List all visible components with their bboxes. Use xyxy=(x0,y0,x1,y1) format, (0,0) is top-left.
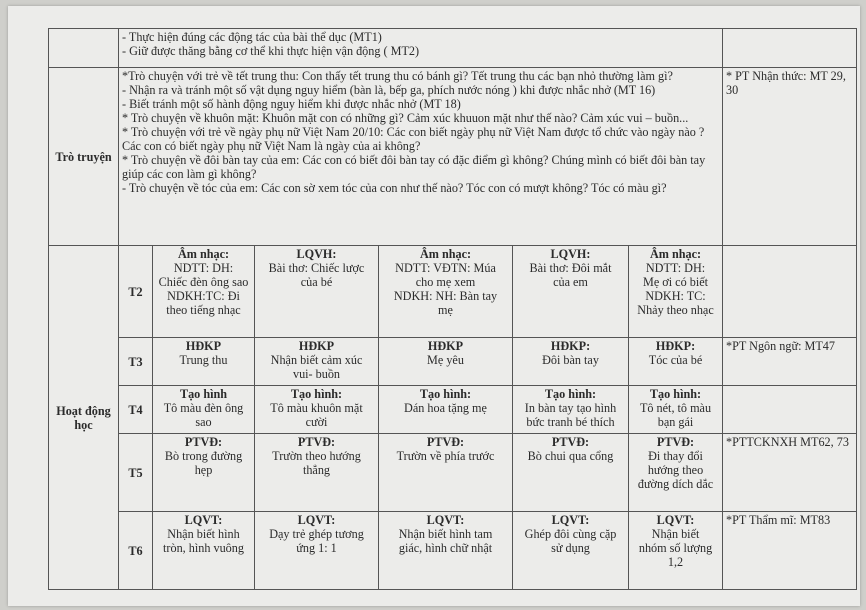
session-line: Mẹ ơi có biết xyxy=(643,275,708,289)
session-cell xyxy=(255,246,379,338)
session-line: nhóm số lượng xyxy=(638,541,713,555)
day-note xyxy=(723,386,857,434)
session-line: NDKH:TC: Đi xyxy=(167,289,240,303)
session-cell xyxy=(153,246,255,338)
session-cell xyxy=(379,386,513,434)
session-line: bức tranh bé thích xyxy=(526,415,615,429)
session-line: Đi thay đổi xyxy=(648,449,703,463)
session-cell xyxy=(629,512,723,590)
session-line: cười xyxy=(305,415,328,429)
session-title: LQVH: xyxy=(296,247,337,261)
session-line: sao xyxy=(195,415,212,429)
day-row-t6 xyxy=(49,512,857,590)
lesson-plan-table xyxy=(48,28,857,590)
session-title: Tạo hình xyxy=(179,387,228,401)
session-line: Bò trong đường xyxy=(164,449,243,463)
session-title: HĐKP xyxy=(298,339,335,353)
session-cell xyxy=(379,512,513,590)
session-title: Tạo hình: xyxy=(544,387,597,401)
session-title: Tạo hình: xyxy=(649,387,702,401)
day-label: T3 xyxy=(119,338,153,386)
day-row-t2 xyxy=(49,246,857,338)
session-line: Nhận biết hình xyxy=(167,527,240,541)
session-cell xyxy=(153,434,255,512)
session-line: thẳng xyxy=(302,463,331,477)
session-title: Âm nhạc: xyxy=(177,247,230,261)
session-title: PTVĐ: xyxy=(551,435,590,449)
text-paragraph: * Trò chuyện về khuôn mặt: Khuôn mặt con có những gì? Cảm xúc khuuon mặt như thế nào? Cảm xúc vui – buồn... xyxy=(122,111,689,125)
session-title: LQVT: xyxy=(656,513,695,527)
session-line: sử dụng xyxy=(551,541,590,555)
session-line: Nhận biết hình tam xyxy=(398,527,493,541)
session-line: mẹ xyxy=(438,303,453,317)
day-label: T5 xyxy=(119,434,153,512)
session-title: Âm nhạc: xyxy=(649,247,702,261)
session-line: Bò chui qua cổng xyxy=(527,449,614,463)
session-line: Mẹ yêu xyxy=(427,353,464,367)
day-row-t5 xyxy=(49,434,857,512)
day-label: T6 xyxy=(119,512,153,590)
session-line: Nhận biết cảm xúc xyxy=(270,353,363,367)
session-title: PTVĐ: xyxy=(297,435,336,449)
session-line: NDTT: VĐTN: Múa xyxy=(395,261,496,275)
session-title: HĐKP: xyxy=(655,339,696,353)
session-line: bạn gái xyxy=(657,415,694,429)
text-paragraph: - Nhận ra và tránh một số vật dụng nguy hiểm (bàn là, bếp ga, phích nước nóng ) khi được nhắc nhở (MT 16) xyxy=(122,83,656,97)
session-line: Đôi bàn tay xyxy=(542,353,599,367)
session-line: NDKH: NH: Bàn tay xyxy=(393,289,498,303)
top-row-content xyxy=(119,29,723,68)
top-row xyxy=(49,29,857,68)
day-row-t3 xyxy=(49,338,857,386)
session-cell xyxy=(255,386,379,434)
day-row-t4 xyxy=(49,386,857,434)
session-cell xyxy=(379,246,513,338)
session-cell xyxy=(379,338,513,386)
session-title: HĐKP xyxy=(427,339,464,353)
session-cell xyxy=(513,512,629,590)
session-title: PTVĐ: xyxy=(184,435,223,449)
document-page xyxy=(8,6,860,606)
session-line: Dạy trẻ ghép tương xyxy=(269,527,364,541)
session-cell xyxy=(513,246,629,338)
session-line: Bài thơ: Chiếc lược xyxy=(268,261,365,275)
row-label-tro-chuyen: Trò truyện xyxy=(49,68,119,246)
row-label-hoat-dong-hoc: Hoạt động học xyxy=(49,246,119,590)
session-cell xyxy=(153,338,255,386)
session-line: Dán hoa tặng mẹ xyxy=(404,401,487,415)
session-line: ứng 1: 1 xyxy=(296,541,337,555)
top-row-label xyxy=(49,29,119,68)
text-line: - Thực hiện đúng các động tác của bài thể dục (MT1) xyxy=(122,30,382,44)
session-cell xyxy=(153,386,255,434)
session-cell xyxy=(513,434,629,512)
session-cell xyxy=(629,246,723,338)
session-title: Tạo hình: xyxy=(419,387,472,401)
session-line: Tóc của bé xyxy=(648,353,703,367)
day-label: T2 xyxy=(119,246,153,338)
session-cell xyxy=(629,434,723,512)
day-note xyxy=(723,246,857,338)
text-line: - Giữ được thăng bằng cơ thể khi thực hiện vận động ( MT2) xyxy=(122,44,420,58)
text-paragraph: - Biết tránh một số hành động nguy hiểm khi được nhắc nhở (MT 18) xyxy=(122,97,461,111)
session-title: HĐKP: xyxy=(550,339,591,353)
day-note: *PT Ngôn ngữ: MT47 xyxy=(723,338,857,386)
text-paragraph: - Trò chuyện về tóc của em: Các con sờ xem tóc của con như thế nào? Tóc con có mượt không? Tóc có màu gì? xyxy=(122,181,667,195)
day-note: *PTTCKNXH MT62, 73 xyxy=(723,434,857,512)
session-line: của bé xyxy=(300,275,333,289)
top-row-note xyxy=(723,29,857,68)
text-paragraph: *Trò chuyện với trẻ về tết trung thu: Con thấy tết trung thu có bánh gì? Tết trung thu các bạn nhỏ thường làm gì? xyxy=(122,69,673,83)
session-line: theo tiếng nhạc xyxy=(166,303,241,317)
tro-chuyen-note: * PT Nhận thức: MT 29, 30 xyxy=(723,68,857,246)
session-cell xyxy=(379,434,513,512)
session-title: LQVT: xyxy=(184,513,223,527)
session-title: LQVT: xyxy=(426,513,465,527)
session-line: Tô nét, tô màu xyxy=(639,401,712,415)
session-title: PTVĐ: xyxy=(656,435,695,449)
session-line: NDKH: TC: xyxy=(645,289,706,303)
session-line: hướng theo xyxy=(647,463,704,477)
session-line: In bàn tay tạo hình xyxy=(524,401,617,415)
session-title: Âm nhạc: xyxy=(419,247,472,261)
day-label: T4 xyxy=(119,386,153,434)
session-line: Nhận biết xyxy=(651,527,700,541)
session-title: LQVT: xyxy=(297,513,336,527)
session-line: vui- buồn xyxy=(292,367,341,381)
session-title: Tạo hình: xyxy=(290,387,343,401)
session-title: HĐKP xyxy=(185,339,222,353)
session-line: NDTT: DH: xyxy=(645,261,706,275)
session-cell xyxy=(513,338,629,386)
session-cell xyxy=(255,434,379,512)
session-cell xyxy=(629,386,723,434)
text-paragraph: * Trò chuyện về đôi bàn tay của em: Các con có biết đôi bàn tay có đặc điểm gì không? Chúng mình có biết đôi bàn tay giúp các con làm gì không? xyxy=(122,153,706,181)
session-line: Bài thơ: Đôi mắt xyxy=(529,261,612,275)
session-cell xyxy=(513,386,629,434)
tro-chuyen-content xyxy=(119,68,723,246)
session-cell xyxy=(153,512,255,590)
session-line: Trung thu xyxy=(179,353,228,367)
session-line: tròn, hình vuông xyxy=(163,541,244,555)
session-line: cho mẹ xem xyxy=(415,275,476,289)
day-note: *PT Thẩm mĩ: MT83 xyxy=(723,512,857,590)
session-cell xyxy=(255,512,379,590)
session-line: Tô màu đèn ông xyxy=(163,401,244,415)
session-line: Ghép đôi cùng cặp xyxy=(524,527,617,541)
text-paragraph: * Trò chuyện với trẻ về ngày phụ nữ Việt Nam 20/10: Các con biết ngày phụ nữ Việt Nam được tổ chức vào ngày nào ? Các con có biết ngày phụ nữ Việt Nam là ngày của ai không? xyxy=(122,125,705,153)
session-line: hẹp xyxy=(194,463,213,477)
session-line: đường dích dắc xyxy=(637,477,714,491)
session-line: Trườn về phía trước xyxy=(396,449,495,463)
session-title: LQVH: xyxy=(550,247,591,261)
session-line: NDTT: DH: xyxy=(173,261,234,275)
tro-chuyen-row xyxy=(49,68,857,246)
session-line: của em xyxy=(553,275,588,289)
session-line: Tô màu khuôn mặt xyxy=(270,401,363,415)
session-title: LQVT: xyxy=(551,513,590,527)
session-cell xyxy=(255,338,379,386)
session-line: Chiếc đèn ông sao xyxy=(158,275,249,289)
session-line: Trườn theo hướng xyxy=(272,449,361,463)
session-title: PTVĐ: xyxy=(426,435,465,449)
session-line: Nhảy theo nhạc xyxy=(637,303,714,317)
session-line: 1,2 xyxy=(667,555,684,569)
session-cell xyxy=(629,338,723,386)
session-line: giác, hình chữ nhật xyxy=(398,541,493,555)
